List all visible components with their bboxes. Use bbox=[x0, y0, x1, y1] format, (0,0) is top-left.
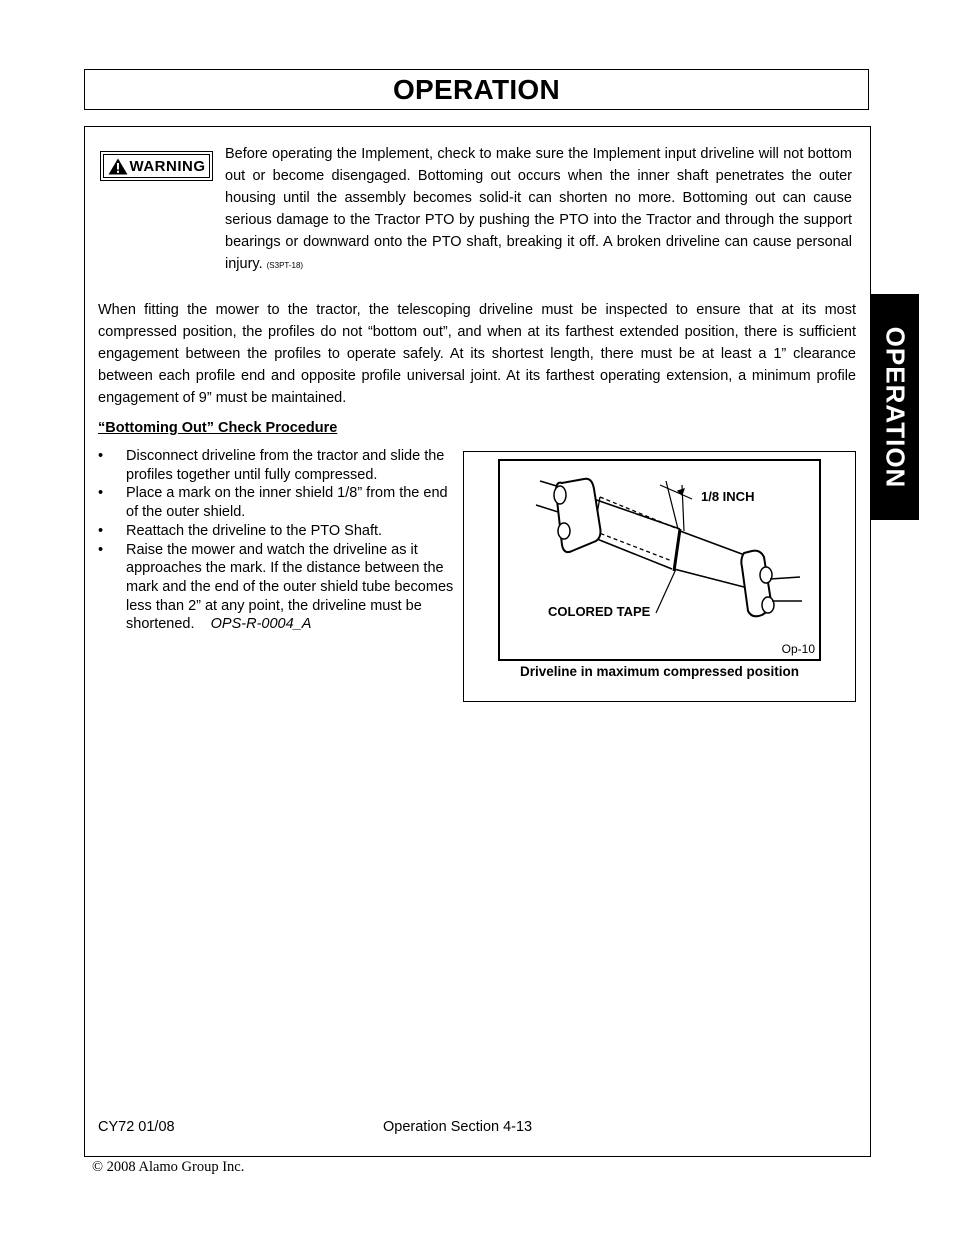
procedure-step bbox=[98, 522, 458, 541]
procedure-step-text: Disconnect driveline from the tractor and slide the profiles together until fully compressed. bbox=[126, 448, 445, 483]
driveline-figure bbox=[463, 451, 856, 702]
side-tab-label: OPERATION bbox=[880, 326, 911, 488]
warning-message-text: Before operating the Implement, check to make sure the Implement input driveline will not bottom out or become disengaged. Bottoming out occurs when the inner shaft penetrates the outer housing until the assembly becomes solid-it can shorten no more. Bottoming out can cause serious damage to the Tractor PTO by pushing the PTO into the Tractor and through the support bearings or downward onto the PTO shaft, breaking it off. A broken driveline can cause personal injury. bbox=[225, 146, 852, 272]
procedure-reference-code: OPS-R-0004_A bbox=[210, 616, 312, 633]
fitting-paragraph: When fitting the mower to the tractor, the telescoping driveline must be inspected to ensure that at its most compressed position, the profiles do not “bottom out”, and when at its farthest extended position, there is sufficient engagement between the profiles to operate safely. At its shortest length, there must be at least a 1” clearance between each profile end and opposite profile universal joint. At its farthest operating extension, a minimum profile engagement of 9” must be maintained. bbox=[98, 302, 856, 406]
figure-id-label: Op-10 bbox=[781, 642, 815, 656]
section-side-tab bbox=[870, 294, 919, 520]
procedure-step bbox=[98, 541, 458, 635]
figure-frame bbox=[498, 459, 821, 661]
copyright-notice: © 2008 Alamo Group Inc. bbox=[92, 1159, 245, 1175]
bullet-marker: • bbox=[98, 485, 104, 502]
procedure-step-text: Reattach the driveline to the PTO Shaft. bbox=[126, 522, 383, 539]
driveline-illustration bbox=[500, 461, 819, 659]
bullet-marker: • bbox=[98, 522, 104, 539]
procedure-step bbox=[98, 484, 458, 521]
section-header bbox=[84, 69, 869, 110]
bullet-marker: • bbox=[98, 448, 104, 464]
footer-model: CY72 01/08 bbox=[98, 1119, 175, 1135]
warning-message bbox=[225, 143, 852, 277]
warning-triangle-icon bbox=[108, 158, 128, 175]
warning-badge bbox=[100, 151, 213, 181]
inch-dimension-label: 1/8 INCH bbox=[701, 489, 755, 504]
warning-badge-inner bbox=[103, 154, 210, 178]
colored-tape-label: COLORED TAPE bbox=[548, 604, 651, 619]
footer-section: Operation Section 4-13 bbox=[383, 1119, 533, 1135]
warning-badge-label: WARNING bbox=[129, 157, 206, 175]
procedure-step-text: Place a mark on the inner shield 1/8” from the end of the outer shield. bbox=[126, 485, 448, 521]
warning-code: (S3PT-18) bbox=[266, 261, 304, 270]
procedure-heading: “Bottoming Out” Check Procedure bbox=[98, 420, 338, 436]
figure-caption: Driveline in maximum compressed position bbox=[519, 664, 800, 679]
procedure-step-text: Raise the mower and watch the driveline as it approaches the mark. If the distance between the mark and the end of the outer shield tube becomes less than 2” at any point, the driveline must be shortened. bbox=[126, 541, 454, 633]
procedure-steps bbox=[98, 447, 458, 634]
bullet-marker: • bbox=[98, 541, 104, 558]
page-title: OPERATION bbox=[392, 73, 561, 105]
procedure-step bbox=[98, 447, 458, 484]
